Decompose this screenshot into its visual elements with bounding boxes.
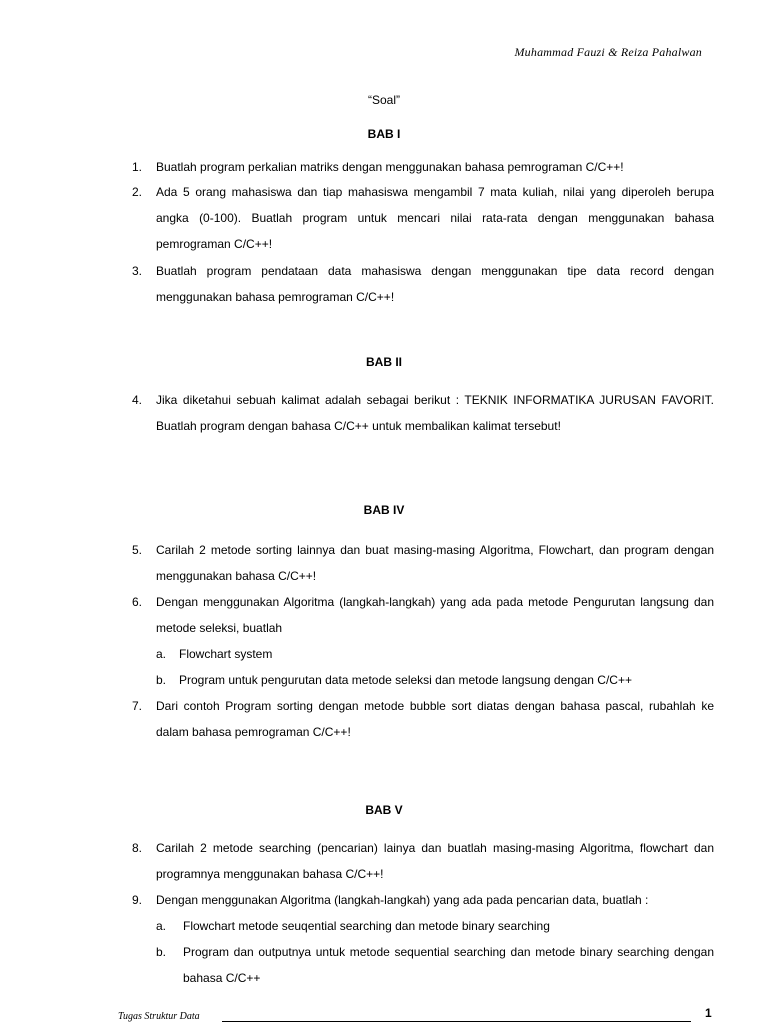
question-item xyxy=(132,537,714,589)
sub-item xyxy=(156,939,714,991)
sub-item-text: Flowchart metode seuqential searching dan metode binary searching xyxy=(183,919,550,933)
header-author: Muhammad Fauzi & Reiza Pahalwan xyxy=(514,45,702,59)
question-text: Carilah 2 metode sorting lainnya dan buat masing-masing Algoritma, Flowchart, dan program dengan menggunakan bahasa C/C++! xyxy=(156,543,714,583)
question-item xyxy=(132,258,714,310)
question-number: 7. xyxy=(132,699,143,713)
section-heading-bab-5: BAB V xyxy=(365,803,403,817)
question-item xyxy=(132,387,714,439)
question-item xyxy=(132,693,714,745)
document-title: “Soal” xyxy=(367,93,400,107)
sub-item xyxy=(156,667,714,693)
sub-item-text: Program untuk pengurutan data metode seleksi dan metode langsung dengan C/C++ xyxy=(179,673,632,687)
sub-item-letter: a. xyxy=(156,647,167,661)
question-item xyxy=(132,887,714,913)
question-text: Carilah 2 metode searching (pencarian) lainya dan buatlah masing-masing Algoritma, flowchart dan programnya menggunakan bahasa C/C++! xyxy=(156,841,714,881)
question-item xyxy=(132,835,714,887)
sub-item xyxy=(156,641,714,667)
question-number: 5. xyxy=(132,543,143,557)
question-number: 4. xyxy=(132,393,143,407)
question-text: Dengan menggunakan Algoritma (langkah-langkah) yang ada pada pencarian data, buatlah : xyxy=(156,893,649,907)
question-number: 3. xyxy=(132,264,143,278)
question-text: Buatlah program pendataan data mahasiswa dengan menggunakan tipe data record dengan menggunakan bahasa pemrograman C/C++! xyxy=(156,264,714,304)
section-heading-bab-2: BAB II xyxy=(366,355,402,369)
question-item xyxy=(132,589,714,641)
footer-title: Tugas Struktur Data xyxy=(118,1011,200,1022)
sub-item-letter: a. xyxy=(156,919,167,933)
sub-item xyxy=(156,913,714,939)
sub-item-text: Program dan outputnya untuk metode sequential searching dan metode binary searching dengan bahasa C/C++ xyxy=(183,945,714,985)
question-number: 8. xyxy=(132,841,143,855)
question-item xyxy=(132,179,714,257)
question-text: Ada 5 orang mahasiswa dan tiap mahasiswa mengambil 7 mata kuliah, nilai yang diperoleh berupa angka (0-100). Buatlah program untuk mencari nilai rata-rata dengan menggunakan bahasa pemrograman C/C++! xyxy=(156,185,714,251)
question-text: Dengan menggunakan Algoritma (langkah-langkah) yang ada pada metode Pengurutan langsung dan metode seleksi, buatlah xyxy=(156,595,714,635)
question-text: Buatlah program perkalian matriks dengan menggunakan bahasa pemrograman C/C++! xyxy=(156,160,624,174)
sub-item-text: Flowchart system xyxy=(179,647,273,661)
question-item xyxy=(132,154,714,180)
sub-item-letter: b. xyxy=(156,945,167,959)
section-heading-bab-1: BAB I xyxy=(367,127,401,141)
section-heading-bab-4: BAB IV xyxy=(363,503,405,517)
question-text: Jika diketahui sebuah kalimat adalah sebagai berikut : TEKNIK INFORMATIKA JURUSAN FAVORIT. Buatlah program dengan bahasa C/C++ untuk membalikan kalimat tersebut! xyxy=(156,393,714,433)
page-number: 1 xyxy=(705,1006,712,1020)
question-number: 1. xyxy=(132,160,143,174)
footer-divider xyxy=(222,1021,691,1022)
question-text: Dari contoh Program sorting dengan metode bubble sort diatas dengan bahasa pascal, rubahlah ke dalam bahasa pemrograman C/C++! xyxy=(156,699,714,739)
sub-item-letter: b. xyxy=(156,673,167,687)
question-number: 6. xyxy=(132,595,143,609)
question-number: 2. xyxy=(132,185,143,199)
question-number: 9. xyxy=(132,893,143,907)
